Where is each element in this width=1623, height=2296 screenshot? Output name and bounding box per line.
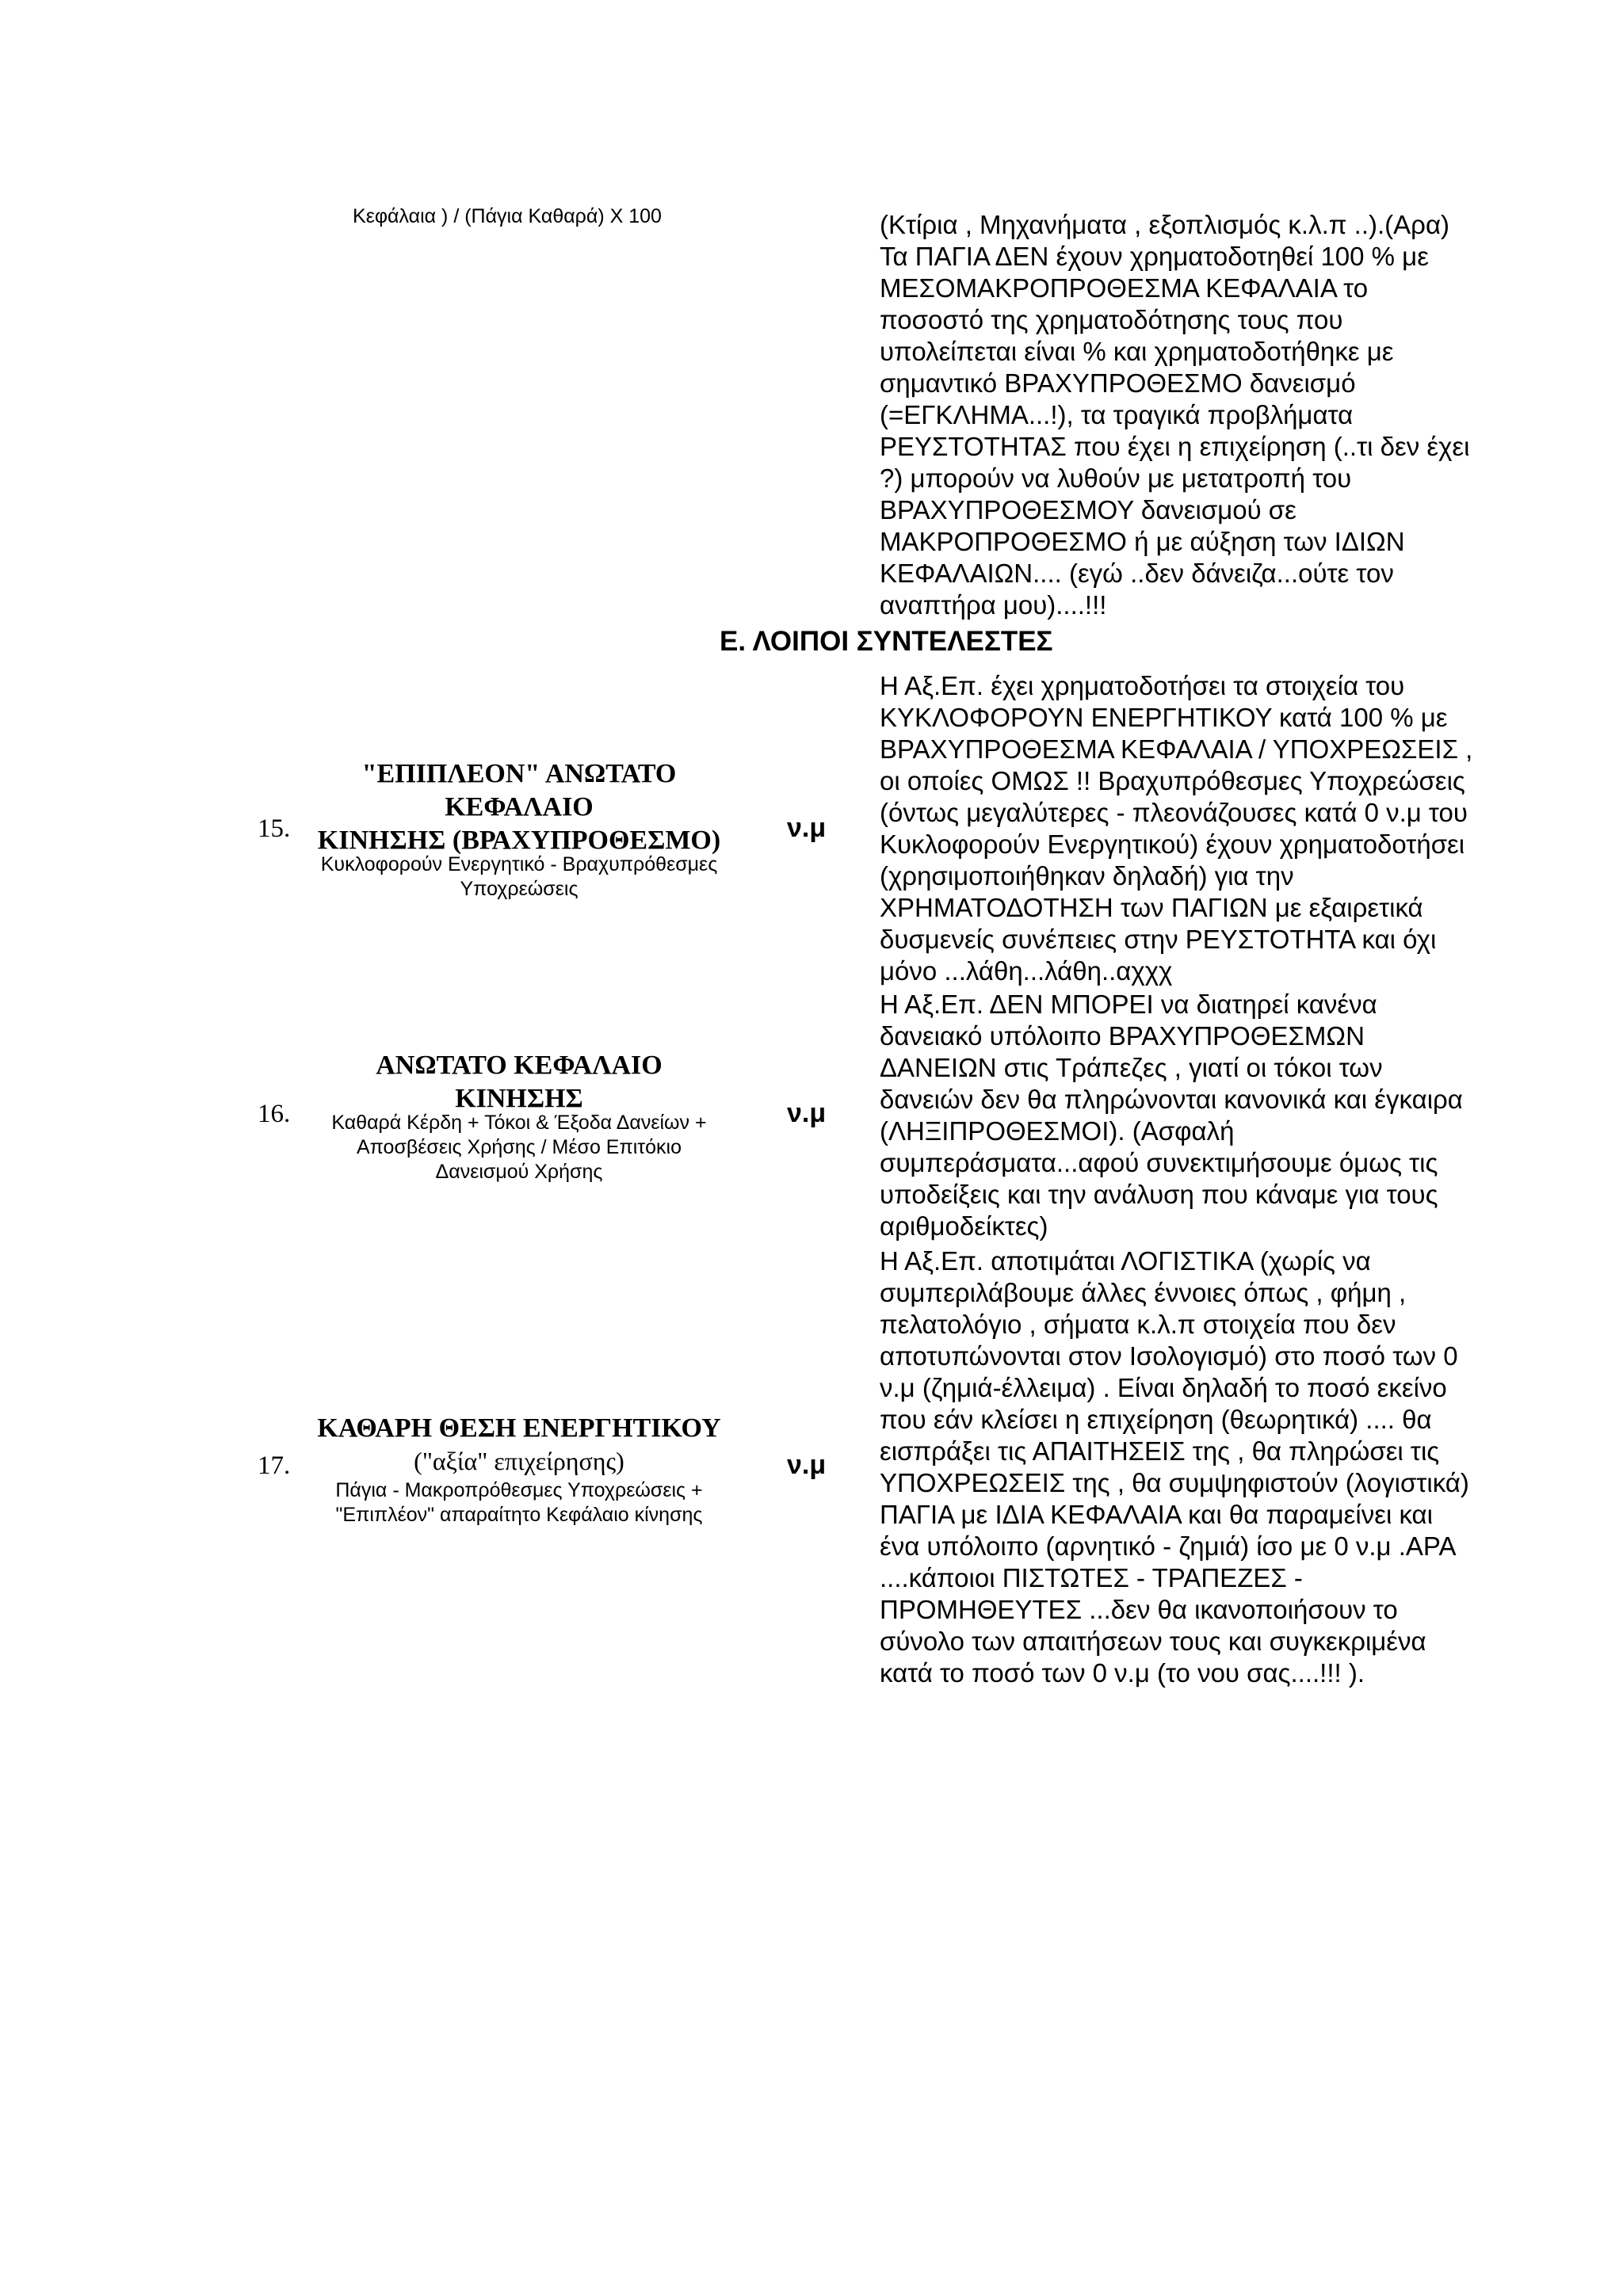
row-17-number: 17. [258,1451,291,1480]
row-15-explanation: Η Αξ.Επ. έχει χρηματοδοτήσει τα στοιχεία του ΚΥΚΛΟΦΟΡΟΥΝ ΕΝΕΡΓΗΤΙΚΟΥ κατά 100 % με ΒΡΑΧΥΠΡΟΘΕΣΜΑ ΚΕΦΑΛΑΙΑ / ΥΠΟΧΡΕΩΣΕΙΣ , οι οποίες ΟΜΩΣ !! Βραχυπρόθεσμες Υποχρεώσεις (όντως μεγαλύτερες - πλεονάζουσες κατά 0 ν.μ του Κυκλοφορούν Ενεργητικού) έχουν χρηματοδοτήσει (χρησιμοποιήθηκαν δηλαδή) για την ΧΡΗΜΑΤΟΔΟΤΗΣΗ των ΠΑΓΙΩΝ με εξαιρετικά δυσμενείς συνέπειες στην ΡΕΥΣΤΟΤΗΤΑ και όχι μόνο ...λάθη...λάθη..αχχχ [880,671,1473,986]
row-17-title: ΚΑΘΑΡΗ ΘΕΣΗ ΕΝΕΡΓΗΤΙΚΟΥ [317,1413,721,1443]
row-16-title: ΑΝΩΤΑΤΟ ΚΕΦΑΛΑΙΟ ΚΙΝΗΣΗΣ [376,1051,663,1113]
row-16-number: 16. [258,1100,291,1128]
row-16-unit: ν.μ [787,1098,827,1128]
row-16-formula: Καθαρά Κέρδη + Τόκοι & Έξοδα Δανείων + Αποσβέσεις Χρήσης / Μέσο Επιτόκιο Δανεισμού Χρήσης [331,1112,707,1183]
row-17-subtitle: ("αξία" επιχείρησης) [414,1447,624,1475]
row-15-formula: Κυκλοφορούν Ενεργητικό - Βραχυπρόθεσμες Υποχρεώσεις [320,853,718,900]
row-17-formula: Πάγια - Μακροπρόθεσμες Υποχρεώσεις + "Επιπλέον" απαραίτητο Κεφάλαιο κίνησης [335,1479,703,1526]
row-17-explanation: Η Αξ.Επ. αποτιμάται ΛΟΓΙΣΤΙΚΑ (χωρίς να συμπεριλάβουμε άλλες έννοιες όπως , φήμη , πελατολόγιο , σήματα κ.λ.π στοιχεία που δεν αποτυπώνονται στον Ισολογισμό) στο ποσό των 0 ν.μ (ζημιά-έλλειμα) . Είναι δηλαδή το ποσό εκείνο που εάν κλείσει η επιχείρηση (θεωρητικά) .... θα εισπράξει τις ΑΠΑΙΤΗΣΕΙΣ της , θα πληρώσει τις ΥΠΟΧΡΕΩΣΕΙΣ της , θα συμψηφιστούν (λογιστικά) ΠΑΓΙΑ με ΙΔΙΑ ΚΕΦΑΛΑΙΑ και θα παραμείνει και ένα υπόλοιπο (αρνητικό - ζημιά) ίσο με 0 ν.μ .ΑΡΑ ....κάποιοι ΠΙΣΤΩΤΕΣ - ΤΡΑΠΕΖΕΣ - ΠΡΟΜΗΘΕΥΤΕΣ ...δεν θα ικανοποιήσουν το σύνολο των απαιτήσεων τους και συγκεκριμένα κατά το ποσό των 0 ν.μ (το νου σας....!!! ). [880,1246,1469,1688]
row-16-explanation: Η Αξ.Επ. ΔΕΝ ΜΠΟΡΕΙ να διατηρεί κανένα δανειακό υπόλοιπο ΒΡΑΧΥΠΡΟΘΕΣΜΩΝ ΔΑΝΕΙΩΝ στις Τράπεζες , γιατί οι τόκοι των δανειών δεν θα πληρώνονται κανονικά και έγκαιρα (ΛΗΞΙΠΡΟΘΕΣΜΟΙ). (Ασφαλή συμπεράσματα...αφού συνεκτιμήσουμε όμως τις υποδείξεις και την ανάλυση που κάναμε για τους αριθμοδείκτες) [880,990,1463,1241]
row-15-title: "ΕΠΙΠΛΕΟΝ" ΑΝΩΤΑΤΟ ΚΕΦΑΛΑΙΟ ΚΙΝΗΣΗΣ (ΒΡΑΧΥΠΡΟΘΕΣΜΟ) [317,759,721,855]
top-formula: Κεφάλαια ) / (Πάγια Καθαρά) Χ 100 [353,205,662,227]
row-17-unit: ν.μ [787,1450,827,1480]
row-15-number: 15. [258,814,291,843]
row-15-unit: ν.μ [787,813,827,843]
section-heading: Ε. ΛΟΙΠΟΙ ΣΥΝΤΕΛΕΣΤΕΣ [720,626,1053,657]
top-explanation: (Κτίρια , Μηχανήματα , εξοπλισμός κ.λ.π ..).(Αρα) Τα ΠΑΓΙΑ ΔΕΝ έχουν χρηματοδοτηθεί 100 % με ΜΕΣΟΜΑΚΡΟΠΡΟΘΕΣΜΑ ΚΕΦΑΛΑΙΑ το ποσοστό της χρηματοδότησης τους που υπολείπεται είναι % και χρηματοδοτήθηκε με σημαντικό ΒΡΑΧΥΠΡΟΘΕΣΜΟ δανεισμό (=ΕΓΚΛΗΜΑ...!), τα τραγικά προβλήματα ΡΕΥΣΤΟΤΗΤΑΣ που έχει η επιχείρηση (..τι δεν έχει ?) μπορούν να λυθούν με μετατροπή του ΒΡΑΧΥΠΡΟΘΕΣΜΟΥ δανεισμού σε ΜΑΚΡΟΠΡΟΘΕΣΜΟ ή με αύξηση των ΙΔΙΩΝ ΚΕΦΑΛΑΙΩΝ.... (εγώ ..δεν δάνειζα...ούτε τον αναπτήρα μου)....!!! [880,210,1470,620]
